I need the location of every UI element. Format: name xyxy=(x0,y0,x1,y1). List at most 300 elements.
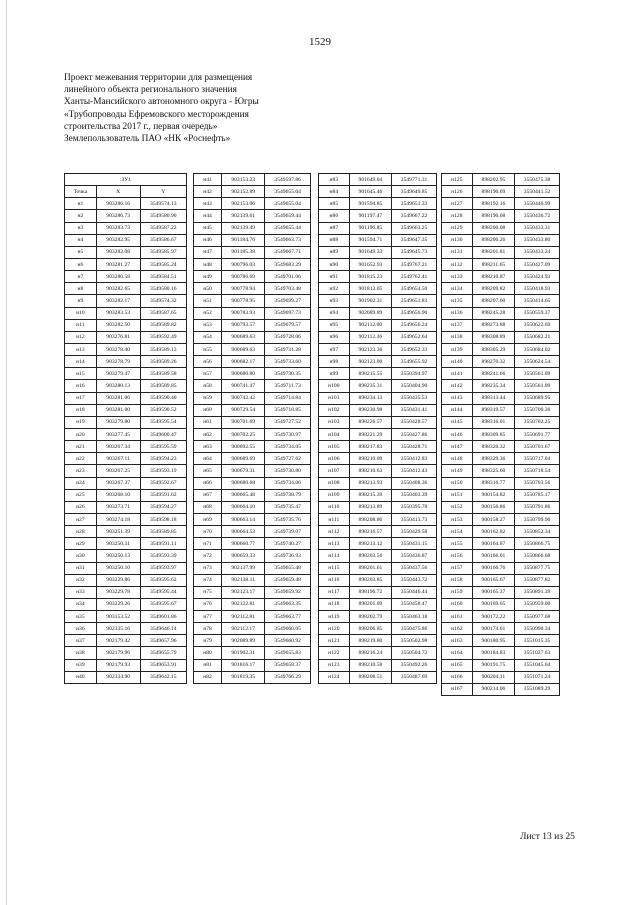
cell-y: 3550487.69 xyxy=(392,671,437,683)
table-row xyxy=(319,198,437,210)
cell-y: 3550691.77 xyxy=(515,428,560,440)
cell-point: н21 xyxy=(65,441,97,453)
cell-y: 3550561.09 xyxy=(515,368,560,380)
cell-point: н97 xyxy=(319,343,350,355)
cell-x: 903277.45 xyxy=(96,428,140,440)
cell-x: 900164.87 xyxy=(472,538,514,550)
cell-x: 900783.93 xyxy=(222,307,265,319)
cell-x: 903250.10 xyxy=(96,562,140,574)
cell-y: 3550799.96 xyxy=(515,513,560,525)
cell-point: н49 xyxy=(194,271,222,283)
cell-y: 3550791.86 xyxy=(515,501,560,513)
table-row xyxy=(194,368,311,380)
table-row xyxy=(319,234,437,246)
cell-x: 903282.08 xyxy=(96,246,140,258)
table-row xyxy=(194,210,311,222)
cell-point: н6 xyxy=(65,258,97,270)
table-row xyxy=(65,343,187,355)
cell-point: н131 xyxy=(442,246,473,258)
cell-y: 3549594.23 xyxy=(140,453,186,465)
cell-y: 3549647.35 xyxy=(392,234,437,246)
table-row xyxy=(442,538,560,550)
cell-point: н133 xyxy=(442,271,473,283)
cell-x: 900692.55 xyxy=(222,441,265,453)
cell-point: н154 xyxy=(442,526,473,538)
cell-y: 3549645.73 xyxy=(392,246,437,258)
table-row xyxy=(65,598,187,610)
table-row xyxy=(194,198,311,210)
cell-x: 902123.17 xyxy=(222,586,265,598)
cell-x: 898208.86 xyxy=(349,513,391,525)
cell-point: н156 xyxy=(442,550,473,562)
cell-point: н36 xyxy=(65,623,97,635)
cell-x: 903267.34 xyxy=(96,441,140,453)
cell-x: 903281.00 xyxy=(96,404,140,416)
cell-y: 3549652.33 xyxy=(392,343,437,355)
cell-x: 900702.25 xyxy=(222,428,265,440)
cell-y: 3549657.96 xyxy=(140,635,186,647)
cell-point: н162 xyxy=(442,623,473,635)
cell-point: н44 xyxy=(194,210,222,222)
cell-x: 903280.58 xyxy=(96,271,140,283)
cell-x: 898210.87 xyxy=(472,271,514,283)
table-row xyxy=(319,416,437,428)
cell-x: 898235.31 xyxy=(349,380,391,392)
table-row xyxy=(442,222,560,234)
page-number: 1529 xyxy=(309,36,331,48)
cell-y: 3549667.71 xyxy=(265,246,311,258)
cell-x: 900701.69 xyxy=(222,416,265,428)
table-row xyxy=(194,343,311,355)
cell-y: 3549656.24 xyxy=(392,319,437,331)
cell-x: 900680.68 xyxy=(222,477,265,489)
table-row xyxy=(319,489,437,501)
table-row xyxy=(442,380,560,392)
table-row xyxy=(319,611,437,623)
cell-point: н109 xyxy=(319,489,350,501)
cell-point: н75 xyxy=(194,586,222,598)
cell-point: н151 xyxy=(442,489,473,501)
cell-y: 3549598.18 xyxy=(140,513,186,525)
cell-x: 903153.52 xyxy=(96,611,140,623)
cell-y: 3551045.64 xyxy=(515,659,560,671)
cell-x: 898213.89 xyxy=(349,501,391,513)
cell-y: 3550718.54 xyxy=(515,465,560,477)
cell-y: 3550395.78 xyxy=(392,501,437,513)
cell-x: 903273.71 xyxy=(96,501,140,513)
cell-point: н41 xyxy=(194,174,222,186)
cell-point: н167 xyxy=(442,683,473,695)
cell-x: 903278.79 xyxy=(96,356,140,368)
table-row xyxy=(319,258,437,270)
table-row xyxy=(442,234,560,246)
cell-y: 3550431.41 xyxy=(392,404,437,416)
cell-point: н24 xyxy=(65,477,97,489)
cell-point: н139 xyxy=(442,343,473,355)
cell-x: 898245.28 xyxy=(472,307,514,319)
title-line: строительства 2017 г., первая очередь» xyxy=(64,121,218,132)
cell-point: н14 xyxy=(65,356,97,368)
cell-x: 903282.17 xyxy=(96,295,140,307)
cell-y: 3550990.34 xyxy=(515,623,560,635)
cell-x: 903280.13 xyxy=(96,380,140,392)
cell-point: н48 xyxy=(194,258,222,270)
cell-x: 901196.85 xyxy=(349,222,391,234)
cell-y: 3549735.76 xyxy=(265,513,311,525)
cell-point: н116 xyxy=(319,574,350,586)
cell-x: 900166.01 xyxy=(472,550,514,562)
table-row xyxy=(442,489,560,501)
cell-point: н27 xyxy=(65,513,97,525)
table-row xyxy=(194,404,311,416)
table-row xyxy=(442,198,560,210)
cell-point: н8 xyxy=(65,283,97,295)
table-row xyxy=(442,671,560,683)
cell-y: 3549655.04 xyxy=(265,198,311,210)
table-row xyxy=(442,562,560,574)
cell-x: 902153.06 xyxy=(222,198,265,210)
cell-point: н144 xyxy=(442,404,473,416)
cell-point: н54 xyxy=(194,331,222,343)
cell-point: н96 xyxy=(319,331,350,343)
cell-point: н105 xyxy=(319,441,350,453)
table-row xyxy=(319,392,437,404)
cell-y: 3550436.87 xyxy=(392,550,437,562)
cell-point: н107 xyxy=(319,465,350,477)
cell-x: 903250.31 xyxy=(96,538,140,550)
cell-x: 903279.47 xyxy=(96,368,140,380)
cell-x: 900204.11 xyxy=(472,671,514,683)
cell-point: н82 xyxy=(194,671,222,683)
cell-y: 3550492.26 xyxy=(392,659,437,671)
cell-x: 901652.93 xyxy=(349,258,391,270)
cell-point: н51 xyxy=(194,295,222,307)
cell-x: 898226.57 xyxy=(349,416,391,428)
cell-x: 902112.00 xyxy=(349,319,391,331)
cell-x: 902123.36 xyxy=(349,343,391,355)
cell-y: 3549590.40 xyxy=(140,392,186,404)
cell-y: 3549659.44 xyxy=(265,210,311,222)
cell-point: н58 xyxy=(194,380,222,392)
cell-point: н125 xyxy=(442,174,473,186)
cell-y: 3550866.68 xyxy=(515,550,560,562)
cell-y: 3549766.29 xyxy=(265,671,311,683)
cell-y: 3549663.77 xyxy=(265,611,311,623)
cell-y: 3549656.90 xyxy=(392,307,437,319)
cell-x: 898221.29 xyxy=(349,428,391,440)
cell-point: н23 xyxy=(65,465,97,477)
cell-x: 900180.95 xyxy=(472,635,514,647)
cell-point: н149 xyxy=(442,465,473,477)
cell-x: 900165.67 xyxy=(472,574,514,586)
table-row xyxy=(194,598,311,610)
cell-point: н33 xyxy=(65,586,97,598)
table-row xyxy=(65,234,187,246)
cell-x: 898316.77 xyxy=(472,477,514,489)
cell-point: н160 xyxy=(442,598,473,610)
cell-point: н99 xyxy=(319,368,350,380)
cell-y: 3550622.69 xyxy=(515,319,560,331)
cell-point: н10 xyxy=(65,307,97,319)
cell-y: 3549762.41 xyxy=(392,271,437,283)
table-row xyxy=(65,246,187,258)
table-row xyxy=(194,271,311,283)
cell-point: н30 xyxy=(65,550,97,562)
cell-point: н25 xyxy=(65,489,97,501)
cell-x: 898270.32 xyxy=(472,356,514,368)
cell-point: н5 xyxy=(65,246,97,258)
table-row xyxy=(442,611,560,623)
table-row xyxy=(319,271,437,283)
table-row xyxy=(194,307,311,319)
table-row xyxy=(194,538,311,550)
coordinate-table-3 xyxy=(318,173,437,684)
cell-y: 3549651.83 xyxy=(392,295,437,307)
cell-point: н119 xyxy=(319,611,350,623)
cell-y: 3550429.58 xyxy=(392,526,437,538)
cell-point: н17 xyxy=(65,392,97,404)
scan-edge-line xyxy=(6,0,7,905)
table-row xyxy=(194,441,311,453)
cell-y: 3549701.06 xyxy=(265,271,311,283)
cell-x: 900184.83 xyxy=(472,647,514,659)
cell-y: 3549649.85 xyxy=(392,186,437,198)
cell-x: 898316.01 xyxy=(472,416,514,428)
cell-y: 3550403.39 xyxy=(392,489,437,501)
table-row xyxy=(319,465,437,477)
table-row xyxy=(319,428,437,440)
table-row xyxy=(319,538,437,550)
cell-point: н70 xyxy=(194,526,222,538)
table-row xyxy=(319,331,437,343)
table-row xyxy=(319,453,437,465)
cell-x: 900663.14 xyxy=(222,513,265,525)
cell-y: 3550412.83 xyxy=(392,453,437,465)
cell-y: 3549589.82 xyxy=(140,319,186,331)
table-row xyxy=(65,465,187,477)
cell-point: н47 xyxy=(194,246,222,258)
cell-y: 3549699.27 xyxy=(265,295,311,307)
cell-x: 903286.73 xyxy=(96,210,140,222)
cell-x: 898234.13 xyxy=(349,392,391,404)
cell-y: 3549585.24 xyxy=(140,258,186,270)
cell-x: 898202.79 xyxy=(349,611,391,623)
cell-y: 3549591.62 xyxy=(140,489,186,501)
cell-y: 3549600.47 xyxy=(140,428,186,440)
cell-x: 898210.58 xyxy=(349,659,391,671)
table-row xyxy=(319,246,437,258)
cell-x: 900214.06 xyxy=(472,683,514,695)
cell-x: 901819.35 xyxy=(222,671,265,683)
cell-y: 3550427.09 xyxy=(515,258,560,270)
table-row xyxy=(319,477,437,489)
cell-point: н16 xyxy=(65,380,97,392)
cell-y: 3549655.83 xyxy=(265,647,311,659)
cell-y: 3549590.52 xyxy=(140,404,186,416)
cell-point: н141 xyxy=(442,368,473,380)
cell-y: 3549654.50 xyxy=(392,283,437,295)
cell-y: 3549730.80 xyxy=(265,465,311,477)
cell-x: 902334.90 xyxy=(96,671,140,683)
cell-x: 901816.17 xyxy=(222,659,265,671)
cell-y: 3549589.13 xyxy=(140,343,186,355)
table-row xyxy=(65,526,187,538)
cell-point: н28 xyxy=(65,526,97,538)
cell-y: 3549580.16 xyxy=(140,283,186,295)
parcel-label: :ЗУ1 xyxy=(65,174,187,186)
cell-y: 3549593.97 xyxy=(140,562,186,574)
cell-x: 902139.49 xyxy=(222,222,265,234)
table-row xyxy=(319,283,437,295)
table-header-row xyxy=(65,186,187,198)
cell-x: 898217.83 xyxy=(349,441,391,453)
table-row xyxy=(194,416,311,428)
cell-y: 3550427.86 xyxy=(392,428,437,440)
cell-x: 902179.42 xyxy=(96,635,140,647)
cell-x: 898203.85 xyxy=(349,574,391,586)
cell-y: 3549584.51 xyxy=(140,271,186,283)
table-row xyxy=(194,428,311,440)
cell-point: н61 xyxy=(194,416,222,428)
cell-point: н34 xyxy=(65,598,97,610)
table-row xyxy=(319,501,437,513)
cell-point: н92 xyxy=(319,283,350,295)
cell-point: н134 xyxy=(442,283,473,295)
table-row xyxy=(65,271,187,283)
table-row xyxy=(442,659,560,671)
table-row xyxy=(442,623,560,635)
table-row xyxy=(65,635,187,647)
cell-point: н148 xyxy=(442,453,473,465)
cell-y: 3550504.72 xyxy=(392,647,437,659)
cell-point: н95 xyxy=(319,319,350,331)
table-row xyxy=(319,356,437,368)
cell-point: н83 xyxy=(319,174,350,186)
cell-x: 900172.22 xyxy=(472,611,514,623)
cell-x: 903282.50 xyxy=(96,319,140,331)
cell-y: 3549730.35 xyxy=(265,368,311,380)
cell-point: н55 xyxy=(194,343,222,355)
table-row xyxy=(319,210,437,222)
table-row xyxy=(65,671,187,683)
cell-y: 3550703.56 xyxy=(515,477,560,489)
cell-x: 903267.25 xyxy=(96,465,140,477)
cell-point: н62 xyxy=(194,428,222,440)
cell-x: 901645.46 xyxy=(349,186,391,198)
cell-y: 3550891.39 xyxy=(515,586,560,598)
coordinate-table-2 xyxy=(193,173,311,684)
cell-point: н39 xyxy=(65,659,97,671)
cell-x: 902138.11 xyxy=(222,574,265,586)
sheet-number: Лист 13 из 25 xyxy=(520,832,575,842)
cell-x: 901594.71 xyxy=(349,234,391,246)
table-row xyxy=(194,501,311,513)
cell-point: н132 xyxy=(442,258,473,270)
cell-y: 3549653.91 xyxy=(140,659,186,671)
cell-point: н31 xyxy=(65,562,97,574)
cell-point: н15 xyxy=(65,368,97,380)
cell-point: н155 xyxy=(442,538,473,550)
cell-y: 3549728.06 xyxy=(265,331,311,343)
table-row xyxy=(442,574,560,586)
cell-x: 900174.61 xyxy=(472,623,514,635)
cell-y: 3549655.44 xyxy=(265,222,311,234)
cell-y: 3550441.52 xyxy=(515,186,560,198)
cell-y: 3549727.52 xyxy=(265,416,311,428)
cell-point: н29 xyxy=(65,538,97,550)
cell-x: 902139.61 xyxy=(222,210,265,222)
cell-y: 3549767.21 xyxy=(392,258,437,270)
cell-x: 898313.44 xyxy=(472,392,514,404)
table-row xyxy=(65,368,187,380)
cell-x: 898190.68 xyxy=(472,210,514,222)
cell-x: 898320.32 xyxy=(472,441,514,453)
table-row xyxy=(442,635,560,647)
cell-y: 3549730.97 xyxy=(265,428,311,440)
table-row xyxy=(442,271,560,283)
cell-x: 903229.78 xyxy=(96,586,140,598)
cell-point: н53 xyxy=(194,319,222,331)
cell-point: н3 xyxy=(65,222,97,234)
cell-x: 902152.89 xyxy=(222,186,265,198)
cell-y: 3550785.17 xyxy=(515,489,560,501)
cell-point: н72 xyxy=(194,550,222,562)
cell-y: 3549597.86 xyxy=(265,174,311,186)
table-row xyxy=(65,283,187,295)
table-row xyxy=(442,283,560,295)
table-row xyxy=(65,295,187,307)
table-row xyxy=(65,647,187,659)
cell-x: 898196.72 xyxy=(349,586,391,598)
table-row xyxy=(194,550,311,562)
cell-point: н122 xyxy=(319,647,350,659)
cell-x: 900742.42 xyxy=(222,392,265,404)
cell-point: н87 xyxy=(319,222,350,234)
table-row xyxy=(319,635,437,647)
table-row xyxy=(65,356,187,368)
cell-y: 3549589.85 xyxy=(140,526,186,538)
table-row xyxy=(65,489,187,501)
cell-point: н12 xyxy=(65,331,97,343)
cell-x: 898200.26 xyxy=(472,234,514,246)
title-line: Ханты-Мансийского автономного округа - Югры xyxy=(64,97,259,108)
table-row xyxy=(442,343,560,355)
cell-y: 3549593.19 xyxy=(140,465,186,477)
table-row xyxy=(194,222,311,234)
cell-y: 3549734.06 xyxy=(265,477,311,489)
cell-y: 3550959.00 xyxy=(515,598,560,610)
cell-point: н130 xyxy=(442,234,473,246)
cell-x: 900778.95 xyxy=(222,295,265,307)
table-row xyxy=(442,331,560,343)
cell-y: 3550877.75 xyxy=(515,562,560,574)
table-row xyxy=(194,647,311,659)
cell-x: 900741.47 xyxy=(222,380,265,392)
cell-point: н147 xyxy=(442,441,473,453)
table-row xyxy=(194,562,311,574)
cell-y: 3550433.80 xyxy=(515,234,560,246)
cell-y: 3549587.65 xyxy=(140,307,186,319)
cell-point: н94 xyxy=(319,307,350,319)
cell-point: н118 xyxy=(319,598,350,610)
table-row xyxy=(442,477,560,489)
table-row xyxy=(442,307,560,319)
table-row xyxy=(65,210,187,222)
table-row xyxy=(442,647,560,659)
cell-x: 898213.93 xyxy=(349,477,391,489)
cell-y: 3550414.65 xyxy=(515,295,560,307)
cell-x: 903276.81 xyxy=(96,331,140,343)
